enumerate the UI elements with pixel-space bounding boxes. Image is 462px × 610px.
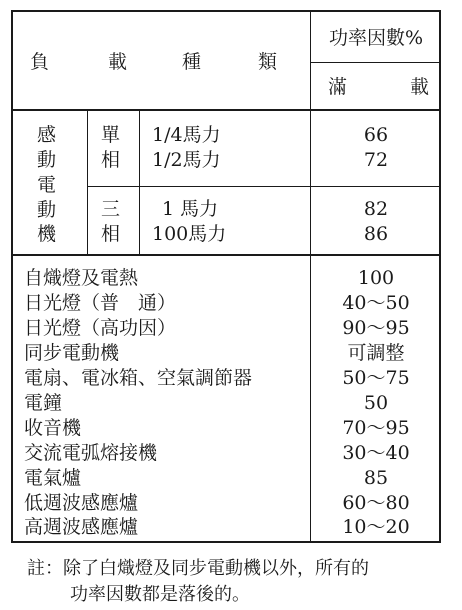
phase-divider-rule (88, 186, 440, 187)
load-row-type: 電氣爐 (24, 467, 82, 489)
load-row-type: 日光燈（普 通） (24, 292, 177, 314)
load-row-type: 電鐘 (24, 392, 63, 414)
load-row-value: 100 (357, 267, 395, 289)
motor-label-char-1: 感 (37, 124, 57, 146)
single-phase-char-1: 單 (101, 124, 121, 146)
load-row-type: 自熾燈及電熱 (24, 267, 139, 289)
motor-row-value: 66 (363, 124, 389, 146)
single-phase-char-2: 相 (101, 149, 121, 171)
load-row-value: 30～40 (342, 442, 410, 464)
header-load-char-3: 種 (182, 51, 202, 73)
motor-group-bottom-rule (12, 254, 441, 256)
load-row-type: 同步電動機 (24, 342, 120, 364)
phase-column-rule (139, 110, 140, 254)
motor-row-value: 86 (363, 223, 389, 245)
three-phase-char-1: 三 (101, 198, 121, 220)
three-phase-char-2: 相 (101, 223, 121, 245)
motor-label-char-2: 動 (37, 149, 57, 171)
load-row-value: 可調整 (347, 342, 405, 364)
load-row-type: 收音機 (24, 417, 82, 439)
load-row-value: 60～80 (342, 492, 410, 514)
load-row-value: 50～75 (342, 367, 410, 389)
motor-row-value: 72 (363, 149, 389, 171)
load-row-value: 90～95 (342, 317, 410, 339)
footnote-line-2: 功率因數都是落後的。 (70, 584, 250, 605)
footnote-line-1: 註：除了白熾燈及同步電動機以外，所有的 (27, 558, 369, 579)
load-row-type: 日光燈（高功因） (24, 317, 177, 339)
motor-label-char-4: 動 (37, 199, 57, 221)
header-full-load-char-1: 滿 (328, 76, 348, 98)
header-load-char-1: 負 (30, 51, 50, 73)
header-load-char-2: 載 (108, 51, 128, 73)
load-row-value: 50 (363, 392, 389, 414)
motor-label-char-3: 電 (37, 174, 57, 196)
header-inner-rule (310, 62, 440, 63)
motor-row-type: 1/2馬力 (152, 149, 221, 171)
motor-row-type: 1/4馬力 (152, 124, 221, 146)
load-row-value: 85 (363, 467, 389, 489)
load-row-type: 交流電弧熔接機 (24, 442, 158, 464)
motor-row-value: 82 (363, 198, 389, 220)
load-row-type: 低週波感應爐 (24, 492, 139, 514)
load-row-value: 10～20 (342, 516, 410, 538)
header-full-load-char-2: 載 (410, 76, 430, 98)
load-row-value: 70～95 (342, 417, 410, 439)
header-load-char-4: 類 (258, 51, 278, 73)
header-bottom-rule (12, 109, 441, 111)
motor-row-type: 1 馬力 (162, 198, 219, 220)
load-row-type: 電扇、電冰箱、空氣調節器 (24, 367, 253, 389)
load-row-type: 高週波感應爐 (24, 516, 139, 538)
motor-label-column-rule (87, 110, 88, 254)
motor-row-type: 100馬力 (152, 223, 227, 245)
motor-label-char-5: 機 (37, 223, 57, 245)
header-power-factor-title: 功率因數% (328, 27, 424, 49)
load-row-value: 40～50 (342, 292, 410, 314)
